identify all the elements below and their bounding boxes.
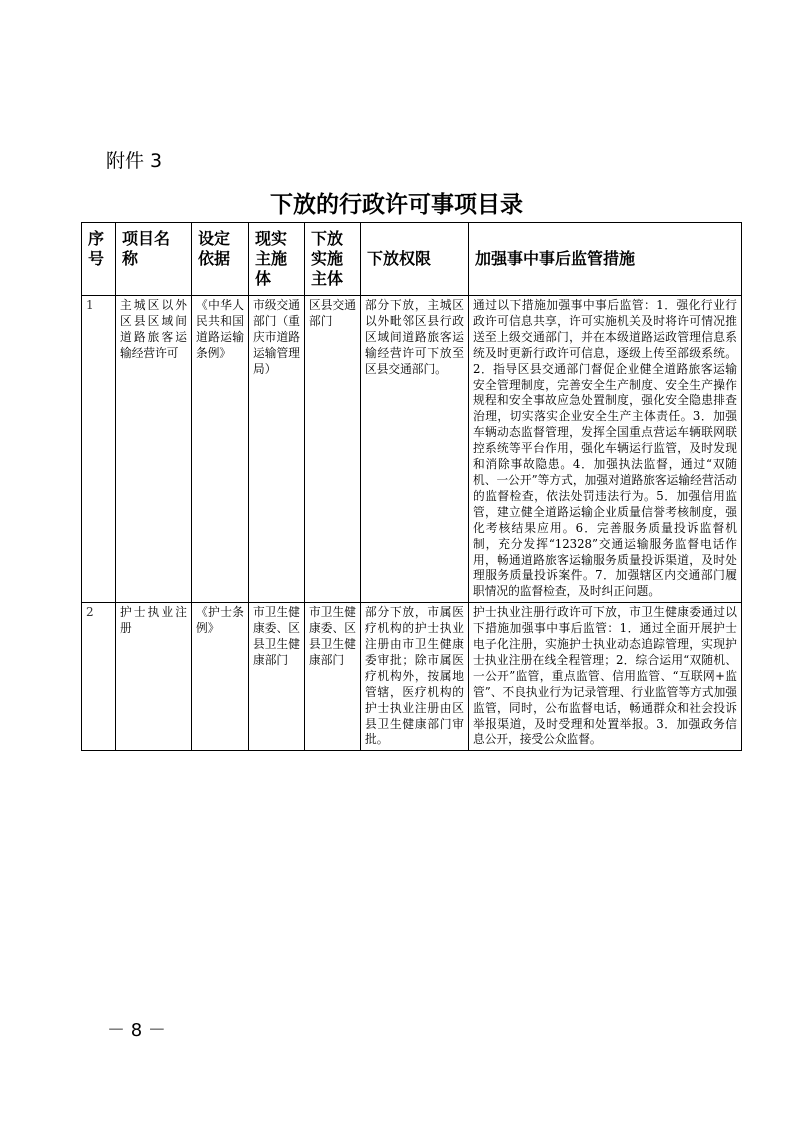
header-no: 序号 — [82, 223, 116, 296]
row-current-body: 市卫生健康委、区县卫生健康部门 — [249, 603, 305, 751]
row-target-body: 区县交通部门 — [305, 296, 361, 603]
attachment-label: 附件 3 — [106, 150, 163, 172]
row-basis: 《护士条例》 — [192, 603, 249, 751]
header-current-body: 现实主施体 — [249, 223, 305, 296]
header-scope: 下放权限 — [361, 223, 469, 296]
catalog-table — [81, 222, 742, 751]
row-no: 2 — [82, 603, 116, 751]
row-scope: 部分下放，主城区以外毗邻区县行政区域间道路旅客运输经营许可下放至区县交通部门。 — [361, 296, 469, 603]
row-item: 主城区以外区县区域间道路旅客运输经营许可 — [116, 296, 192, 603]
table-row — [82, 296, 742, 603]
row-target-body: 市卫生健康委、区县卫生健康部门 — [305, 603, 361, 751]
header-item: 项目名称 — [116, 223, 192, 296]
header-row — [82, 223, 742, 296]
header-basis: 设定依据 — [192, 223, 249, 296]
page-number: － 8 － — [107, 1020, 166, 1041]
page-title: 下放的行政许可事项目录 — [270, 192, 523, 218]
table-row — [82, 603, 742, 751]
row-no: 1 — [82, 296, 116, 603]
row-scope: 部分下放，市属医疗机构的护士执业注册由市卫生健康委审批；除市属医疗机构外，按属地管辖，医疗机构的护士执业注册由区县卫生健康部门审批。 — [361, 603, 469, 751]
row-item: 护士执业注册 — [116, 603, 192, 751]
row-basis: 《中华人民共和国道路运输条例》 — [192, 296, 249, 603]
header-measures: 加强事中事后监管措施 — [469, 223, 742, 296]
row-current-body: 市级交通部门（重庆市道路运输管理局） — [249, 296, 305, 603]
row-measures: 通过以下措施加强事中事后监管：1．强化行业行政许可信息共享，许可实施机关及时将许可情况推送至上级交通部门，并在本级道路运政管理信息系统及时更新行政许可信息，逐级上传至部级系统。2．指导区县交通部门督促企业健全道路旅客运输安全管理制度，完善安全生产制度、安全生产操作规程和安全事故应急处置制度，强化安全隐患排查治理，切实落实企业安全生产主体责任。3．加强车辆动态监督管理，发挥全国重点营运车辆联网联控系统等平台作用，强化车辆运行监管，及时发现和消除事故隐患。4．加强执法监督，通过“双随机、一公开”等方式，加强对道路旅客运输经营活动的监督检查，依法处罚违法行为。5．加强信用监管，建立健全道路运输企业质量信誉考核制度，强化考核结果应用。6．完善服务质量投诉监督机制，充分发挥“12328”交通运输服务监督电话作用，畅通道路旅客运输服务质量投诉渠道，及时处理服务质量投诉案件。7．加强辖区内交通部门履职情况的监督检查，及时纠正问题。 — [469, 296, 742, 603]
header-target-body: 下放实施主体 — [305, 223, 361, 296]
row-measures: 护士执业注册行政许可下放，市卫生健康委通过以下措施加强事中事后监管：1．通过全面开展护士电子化注册，实施护士执业动态追踪管理，实现护士执业注册在线全程管理；2．综合运用“双随机、一公开”监管，重点监管、信用监管、“互联网+监管”、不良执业行为记录管理、行业监管等方式加强监管，同时，公布监督电话，畅通群众和社会投诉举报渠道，及时受理和处置举报。3．加强政务信息公开，接受公众监督。 — [469, 603, 742, 751]
